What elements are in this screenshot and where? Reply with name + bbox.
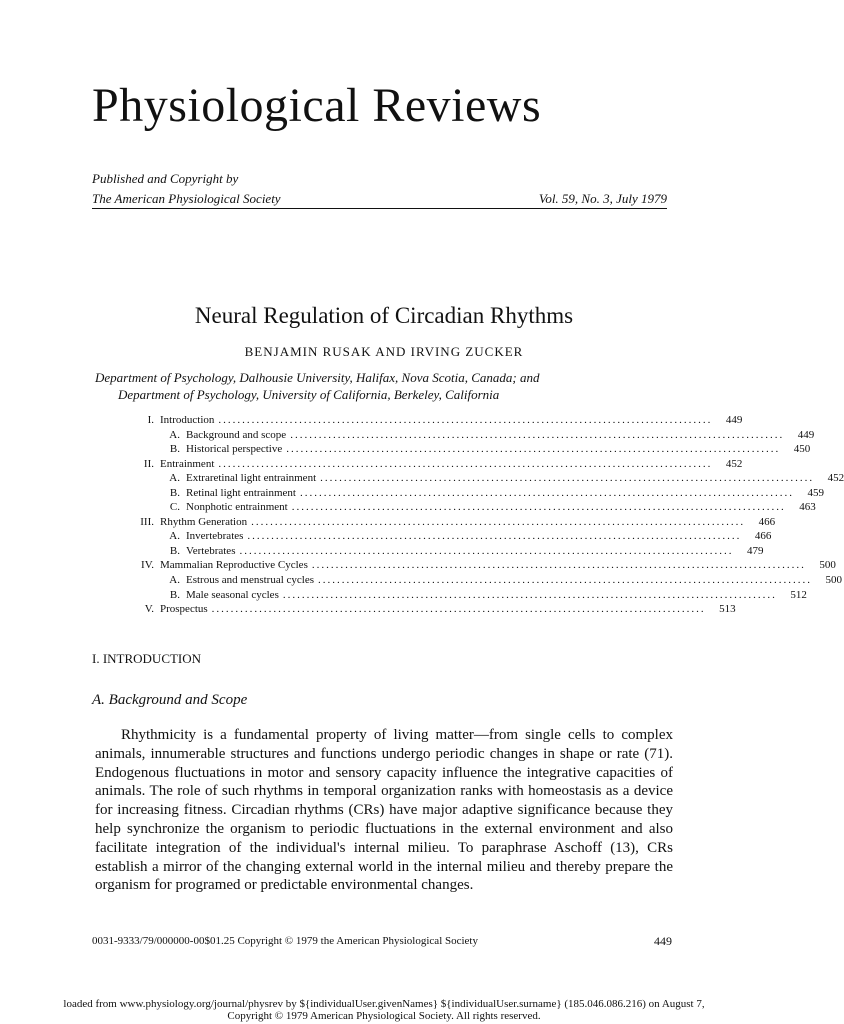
toc-page: 449 — [797, 428, 815, 441]
affiliation-line-1: Department of Psychology, Dalhousie University, Halifax, Nova Scotia, Canada; and — [95, 370, 540, 385]
toc-leader: ........................................................................................................ — [320, 472, 815, 485]
toc-entry — [118, 573, 842, 588]
toc-entry — [118, 500, 816, 515]
toc-page: 452 — [827, 472, 844, 485]
toc-page: 463 — [799, 501, 816, 514]
toc-number: A. — [169, 530, 180, 543]
toc-page: 466 — [754, 530, 772, 543]
table-of-contents — [118, 413, 844, 617]
toc-label: Introduction — [160, 414, 215, 426]
toc-page: 459 — [807, 486, 824, 499]
footer-copyright: 0031-9333/79/000000-00$01.25 Copyright © 1979 the American Physiological Society — [92, 935, 478, 947]
toc-label: Mammalian Reproductive Cycles — [160, 559, 308, 572]
toc-entry — [118, 544, 764, 559]
toc-entry — [118, 558, 836, 573]
toc-number: II. — [143, 457, 154, 470]
toc-leader: ........................................................................................................ — [211, 603, 706, 616]
toc-label: Background and scope — [186, 428, 287, 441]
toc-leader: ........................................................................................................ — [311, 559, 806, 572]
toc-leader: ........................................................................................................ — [247, 530, 742, 543]
toc-label: Invertebrates — [186, 530, 244, 543]
toc-page: 449 — [725, 414, 743, 426]
download-notice: loaded from www.physiology.org/journal/physrev by ${individualUser.givenNames} ${individualUser.surname} (185.046.086.216) on August 7, — [63, 998, 705, 1010]
toc-label: Rhythm Generation — [160, 515, 248, 528]
authors: BENJAMIN RUSAK AND IRVING ZUCKER — [244, 344, 524, 359]
toc-page: 466 — [758, 515, 776, 528]
toc-leader: ........................................................................................................ — [299, 486, 794, 499]
toc-number: A. — [169, 428, 180, 441]
toc-entry — [118, 588, 807, 603]
volume-line: Vol. 59, No. 3, July 1979 — [538, 191, 667, 206]
toc-number: C. — [169, 501, 180, 514]
toc-label: Vertebrates — [186, 544, 236, 557]
toc-number: V. — [144, 603, 154, 616]
toc-leader: ........................................................................................................ — [239, 544, 734, 557]
toc-number: I. — [147, 414, 154, 426]
toc-entry — [118, 471, 844, 486]
toc-page: 500 — [825, 574, 842, 587]
toc-label: Estrous and menstrual cycles — [186, 574, 314, 587]
toc-entry — [118, 515, 776, 530]
toc-leader: ........................................................................................................ — [218, 414, 713, 426]
section-heading: I. INTRODUCTION — [92, 651, 202, 666]
toc-page: 479 — [746, 544, 764, 557]
toc-leader: ........................................................................................................ — [318, 574, 812, 587]
publisher-line: Published and Copyright by — [92, 171, 239, 186]
affiliation-line-2: Department of Psychology, University of California, Berkeley, California — [118, 387, 500, 402]
toc-leader: ........................................................................................................ — [251, 515, 746, 528]
toc-page: 450 — [793, 443, 811, 456]
toc-leader: ........................................................................................................ — [282, 588, 777, 601]
toc-number: B. — [169, 544, 180, 557]
toc-label: Nonphotic entrainment — [186, 501, 288, 514]
toc-label: Prospectus — [160, 603, 208, 616]
toc-page: 452 — [725, 457, 743, 470]
toc-entry — [118, 413, 743, 428]
toc-entry — [118, 457, 743, 472]
toc-leader: ........................................................................................................ — [218, 457, 713, 470]
page-number: 449 — [654, 934, 672, 948]
toc-leader: ........................................................................................................ — [290, 428, 785, 441]
article-title: Neural Regulation of Circadian Rhythms — [194, 303, 574, 328]
toc-entry — [118, 428, 815, 443]
toc-leader: ........................................................................................................ — [291, 501, 786, 514]
toc-entry — [118, 442, 811, 457]
society-line: The American Physiological Society — [92, 191, 281, 206]
toc-entry — [118, 529, 772, 544]
toc-number: A. — [169, 574, 180, 587]
toc-page: 513 — [719, 603, 736, 616]
toc-leader: ........................................................................................................ — [286, 443, 781, 456]
toc-number: III. — [140, 515, 154, 528]
toc-label: Male seasonal cycles — [186, 588, 279, 601]
toc-label: Entrainment — [160, 457, 215, 470]
toc-number: B. — [169, 443, 180, 456]
body-paragraph: Rhythmicity is a fundamental property of living matter—from single cells to complex animals, innumerable structures and functions undergo periodic changes in shape or rate (71). Endogenous fluctuations in motor and sensory capacity influence the integrative capacities of animals. The role of such rhythms in temporal organization ranks with homeostasis as a device for increasing fitness. Circadian rhythms (CRs) have major adaptive significance because they help synchronize the organism to periodic fluctuations in the external environment and also facilitate integration of the individual's internal milieu. To paraphrase Aschoff (13), CRs establish a mirror of the changing external world in the internal milieu and thereby prepare the organism for programed or predictable environmental changes. — [95, 727, 673, 894]
toc-number: B. — [169, 588, 180, 601]
toc-entry — [118, 486, 824, 501]
subsection-heading: A. Background and Scope — [92, 692, 248, 708]
toc-entry — [118, 602, 736, 617]
toc-number: IV. — [141, 559, 154, 572]
toc-number: A. — [169, 472, 180, 485]
journal-title: Physiological Reviews — [92, 79, 542, 132]
header-rule — [92, 208, 667, 209]
toc-label: Extraretinal light entrainment — [186, 472, 317, 485]
toc-number: B. — [169, 486, 180, 499]
toc-page: 512 — [790, 588, 807, 601]
toc-page: 500 — [819, 559, 836, 572]
toc-label: Historical perspective — [186, 443, 283, 456]
copyright-notice: Copyright © 1979 American Physiological Society. All rights reserved. — [227, 1010, 541, 1022]
toc-label: Retinal light entrainment — [186, 486, 296, 499]
